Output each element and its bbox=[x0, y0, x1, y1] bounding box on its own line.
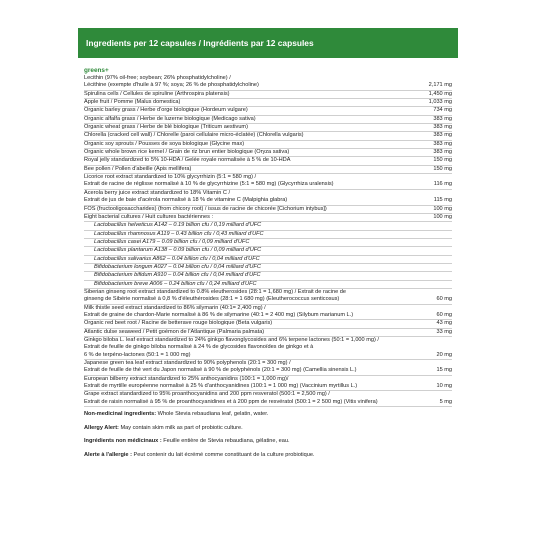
ingredient-name: FOS (fructooligosaccharides) (from chicory root) / issus de racine de chicorée [Cichorium intybus]) bbox=[84, 205, 327, 212]
culture-row bbox=[84, 264, 452, 272]
ingredient-amount: 383 mg bbox=[433, 132, 452, 139]
ingredient-name: Apple fruit / Pomme (Malus domestica) bbox=[84, 99, 181, 106]
ingredient-name: Eight bacterial cultures / Huit cultures bactériennes : bbox=[84, 213, 214, 220]
ingredient-amount: 100 mg bbox=[433, 213, 452, 220]
ingredient-name: Lactobacillus rhamnosus A119 – 0.43 billion cfu / 0,43 milliard d'UFC bbox=[94, 230, 264, 237]
ingredient-amount: 150 mg bbox=[433, 157, 452, 164]
ingredient-row bbox=[84, 149, 452, 157]
note-text: Peut contenir du lait écrémé comme constituant de la culture probiotique. bbox=[131, 451, 315, 458]
culture-row bbox=[84, 281, 452, 289]
ingredient-name: Bifidobacterium longum A027 – 0.04 billion cfu / 0,04 milliard d'UFC bbox=[94, 263, 261, 270]
ingredient-name: Lactobacillus casei A179 – 0.09 billion cfu / 0,09 milliard d'UFC bbox=[94, 238, 250, 245]
panel-header bbox=[78, 28, 458, 58]
ingredient-name: Lactobacillus helveticus A142 – 0.19 billion cfu / 0,19 milliard d'UFC bbox=[94, 222, 262, 229]
ingredient-name: Organic whole brown rice kernel / Grain de riz brun entier biologique (Oryza sativa) bbox=[84, 149, 290, 156]
ingredient-name: Extrait de feuille de thé vert du Japon normalisé à 90 % de polyphénols (20:1 = 300 mg) (Camellia sinensis L.) bbox=[84, 367, 357, 374]
ingredient-row bbox=[84, 82, 452, 90]
ingredient-name: ginseng de Sibérie normalisé à 0,8 % d'éleuthérosides (28:1 = 1 680 mg) (Eleutherococcus senticosus) bbox=[84, 296, 340, 303]
ingredient-name: Milk thistle seed extract standardized to 86% silymarin (40:1= 2,400 mg) / bbox=[84, 304, 266, 311]
ingredient-list bbox=[84, 75, 452, 407]
ingredient-row bbox=[84, 75, 452, 82]
ingredient-amount: 383 mg bbox=[433, 140, 452, 147]
ingredient-name: Acerola berry juice extract standardized to 18% Vitamin C / bbox=[84, 189, 231, 196]
ingredient-name: Extrait de raisin normalisé à 95 % de proanthocyanidines et à 200 ppm de resvératol (500:1 = 2 500 mg) (Vitis vinifera) bbox=[84, 398, 378, 405]
ingredient-amount: 10 mg bbox=[436, 383, 452, 390]
header-title: Ingredients per 12 capsules / Ingrédients par 12 capsules bbox=[86, 38, 314, 48]
note-text: Feuille entière de Stevia rebaudiana, gélatine, eau. bbox=[161, 438, 290, 445]
note-line bbox=[84, 425, 452, 432]
ingredient-row bbox=[84, 391, 452, 398]
section-title: greens+ bbox=[84, 67, 109, 74]
ingredient-name: Extrait de racine de réglisse normalisé à 10 % de glycyrrhizine (5:1 = 580 mg) (Glycyrrhiza uralensis) bbox=[84, 181, 334, 188]
ingredient-row bbox=[84, 91, 452, 99]
ingredient-name: Grape extract standardized to 95% proanthocyanidins and 200 ppm resveratol (500:1 = 2,500 mg) / bbox=[84, 391, 330, 398]
ingredient-name: Organic alfalfa grass / Herbe de luzerne biologique (Medicago sativa) bbox=[84, 115, 256, 122]
ingredient-amount: 2,171 mg bbox=[428, 82, 452, 89]
ingredient-name: Chlorella (cracked cell wall) / Chlorelle (paroi cellulaire micro-éclatée) (Chlorella vulgaris) bbox=[84, 132, 304, 139]
ingredient-amount: 383 mg bbox=[433, 149, 452, 156]
ingredient-name: Lactobacillus salivarius A862 – 0.04 billion cfu / 0,04 milliard d'UFC bbox=[94, 255, 260, 262]
ingredient-row bbox=[84, 352, 452, 360]
note-text: Whole Stevia rebaudiana leaf, gelatin, water. bbox=[156, 411, 269, 418]
ingredient-name: 6 % de terpéno-lactones (50:1 = 1 000 mg) bbox=[84, 351, 191, 358]
note-line bbox=[84, 438, 452, 445]
note-line bbox=[84, 411, 452, 418]
ingredient-amount: 60 mg bbox=[436, 311, 452, 318]
ingredient-amount: 1,450 mg bbox=[428, 90, 452, 97]
culture-row bbox=[84, 256, 452, 264]
ingredient-row bbox=[84, 141, 452, 149]
culture-row bbox=[84, 222, 452, 230]
ingredient-name: Lactobacillus plantarum A138 – 0.09 billion cfu / 0,09 milliard d'UFC bbox=[94, 247, 262, 254]
ingredient-amount: 383 mg bbox=[433, 124, 452, 131]
ingredient-row bbox=[84, 289, 452, 296]
note-line bbox=[84, 452, 452, 459]
ingredient-row bbox=[84, 329, 452, 337]
ingredient-name: Extrait de myrtille européenne normalisé à 25 % d'anthocyanidines (100:1 = 1 000 mg) (Vaccinium myrtillus L.) bbox=[84, 383, 358, 390]
note-label: Non-medicinal ingredients: bbox=[84, 411, 157, 418]
ingredient-amount: 100 mg bbox=[433, 205, 452, 212]
ingredient-name: Extrait de feuille de ginkgo biloba normalisé à 24 % de glycosides flavonoïdes de ginkgo et à bbox=[84, 344, 314, 351]
ingredient-row bbox=[84, 132, 452, 140]
ingredient-amount: 20 mg bbox=[436, 351, 452, 358]
ingredient-row bbox=[84, 124, 452, 132]
ingredient-name: Atlantic dulse seaweed / Petit goémon de l'Atlantique (Palmaria palmata) bbox=[84, 328, 265, 335]
ingredient-amount: 33 mg bbox=[436, 328, 452, 335]
ingredient-amount: 150 mg bbox=[433, 165, 452, 172]
culture-row bbox=[84, 231, 452, 239]
ingredients-panel bbox=[78, 28, 458, 465]
ingredient-row bbox=[84, 399, 452, 407]
ingredient-row bbox=[84, 360, 452, 367]
ingredient-amount: 5 mg bbox=[439, 398, 452, 405]
ingredient-amount: 43 mg bbox=[436, 320, 452, 327]
culture-row bbox=[84, 239, 452, 247]
ingredient-row bbox=[84, 305, 452, 312]
ingredient-name: Lécithine (exempte d'huile à 97 %; soya; 26 % de phosphatidylcholine) bbox=[84, 82, 259, 89]
ingredient-row bbox=[84, 337, 452, 344]
note-label: Ingrédients non médicinaux : bbox=[84, 438, 162, 445]
ingredient-row bbox=[84, 181, 452, 189]
panel-body bbox=[78, 58, 458, 459]
ingredient-row bbox=[84, 367, 452, 375]
ingredient-row bbox=[84, 383, 452, 391]
note-label: Allergy Alert: bbox=[84, 424, 119, 431]
ingredient-row bbox=[84, 174, 452, 181]
culture-row bbox=[84, 272, 452, 280]
ingredient-name: European bilberry extract standardized to 25% anthocyanidins (100:1 = 1,000 mg)/ bbox=[84, 375, 289, 382]
ingredient-row bbox=[84, 214, 452, 222]
ingredient-row bbox=[84, 320, 452, 328]
ingredient-row bbox=[84, 157, 452, 165]
note-text: May contain skim milk as part of probiotic culture. bbox=[118, 424, 243, 431]
ingredient-row bbox=[84, 166, 452, 174]
ingredient-row bbox=[84, 197, 452, 205]
ingredient-row bbox=[84, 296, 452, 304]
ingredient-amount: 60 mg bbox=[436, 296, 452, 303]
ingredient-amount: 116 mg bbox=[433, 181, 452, 188]
ingredient-amount: 15 mg bbox=[436, 367, 452, 374]
ingredient-name: Spirulina cells / Cellules de spiruline (Arthrospira platensis) bbox=[84, 90, 230, 97]
note-label: Alerte à l'allergie : bbox=[84, 451, 132, 458]
ingredient-name: Siberian ginseng root extract standardized to 0.8% eleutherosides (28:1 = 1,680 mg) / Extrait de racine de bbox=[84, 288, 346, 295]
ingredient-amount: 115 mg bbox=[433, 197, 452, 204]
ingredient-row bbox=[84, 206, 452, 214]
ingredient-row bbox=[84, 312, 452, 320]
ingredient-name: Japanese green tea leaf extract standardized to 90% polyphenols (20:1 = 300 mg) / bbox=[84, 360, 291, 367]
ingredient-row bbox=[84, 344, 452, 351]
ingredient-row bbox=[84, 116, 452, 124]
ingredient-name: Bee pollen / Pollen d'abeille (Apis mellifera) bbox=[84, 165, 192, 172]
ingredient-name: Lecithin (97% oil-free; soybean; 26% phosphatidylcholine) / bbox=[84, 75, 231, 81]
culture-row bbox=[84, 247, 452, 255]
ingredient-amount: 1,033 mg bbox=[428, 99, 452, 106]
ingredient-name: Bifidobacterium breve A006 – 0.24 billion cfu / 0,24 milliard d'UFC bbox=[94, 280, 257, 287]
ingredient-name: Organic red beet root / Racine de betterave rouge biologique (Beta vulgaris) bbox=[84, 320, 273, 327]
ingredient-name: Organic wheat grass / Herbe de blé biologique (Triticum aestivum) bbox=[84, 124, 248, 131]
ingredient-name: Organic barley grass / Herbe d'orge biologique (Hordeum vulgare) bbox=[84, 107, 248, 114]
ingredient-name: Licorice root extract standardized to 10% glycyrrhizin (5:1 = 580 mg) / bbox=[84, 174, 257, 181]
ingredient-name: Extrait de graine de chardon-Marie normalisé à 86 % de silymarine (40:1 = 2 400 mg) (Silybum marianum L.) bbox=[84, 311, 354, 318]
ingredient-name: Ginkgo biloba L. leaf extract standardized to 24% ginkgo flavonglycosides and 6% terpene lactones (50:1 = 1,000 mg) / bbox=[84, 337, 379, 343]
ingredient-row bbox=[84, 190, 452, 197]
ingredient-name: Organic soy sprouts / Pousses de soya biologique (Glycine max) bbox=[84, 140, 245, 147]
ingredient-row bbox=[84, 376, 452, 383]
ingredient-row bbox=[84, 107, 452, 115]
ingredient-name: Extrait de jus de baie d'acérola normalisé à 18 % de vitamine C (Malpighia glabra) bbox=[84, 197, 288, 204]
ingredient-amount: 734 mg bbox=[433, 107, 452, 114]
ingredient-name: Royal jelly standardized to 5% 10-HDA / Gelée royale normalisée à 5 % de 10-HDA bbox=[84, 157, 291, 164]
ingredient-amount: 383 mg bbox=[433, 115, 452, 122]
ingredient-row bbox=[84, 99, 452, 107]
notes bbox=[84, 411, 452, 459]
ingredient-name: Bifidobacterium bifidum A910 – 0.04 billion cfu / 0,04 milliard d'UFC bbox=[94, 272, 261, 279]
